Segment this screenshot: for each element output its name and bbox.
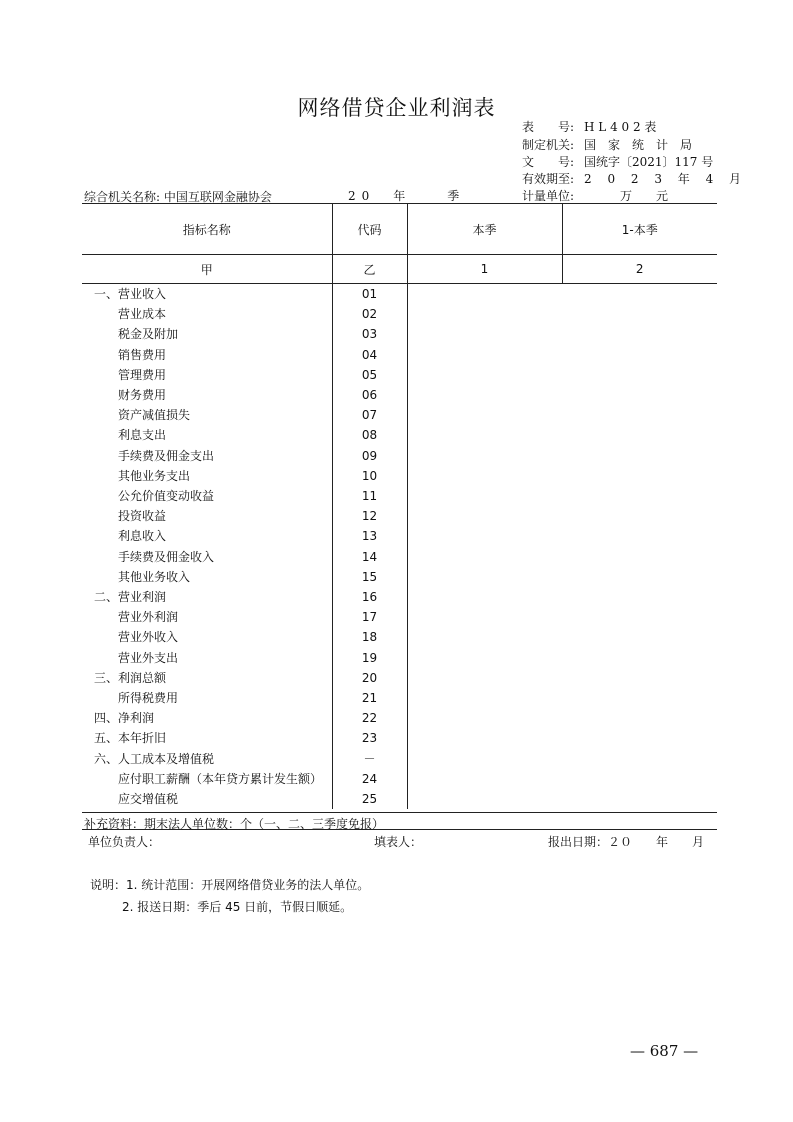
row-code: 04 [332, 345, 407, 365]
row-code: 18 [332, 627, 407, 647]
row-name: 利息支出 [82, 425, 332, 445]
row-code: 16 [332, 587, 407, 607]
table-row [82, 607, 717, 627]
meta-label: 表 号: [522, 120, 575, 134]
unit-head-label: 单位负责人： [88, 835, 161, 849]
meta-label: 计量单位: [522, 189, 575, 203]
row-name: 应付职工薪酬（本年贷方累计发生额） [82, 769, 332, 789]
note-deadline: 2. 报送日期：季后 45 日前，节假日顺延。 [122, 900, 353, 914]
note-scope: 说明：1. 统计范围：开展网络借贷业务的法人单位。 [90, 878, 370, 892]
row-name: 营业成本 [82, 304, 332, 324]
header-this-quarter: 本季 [407, 204, 562, 255]
header-code: 代码 [332, 204, 407, 255]
row-name: 营业外利润 [82, 607, 332, 627]
row-name: 销售费用 [82, 345, 332, 365]
row-code: 17 [332, 607, 407, 627]
meta-form-number [522, 118, 656, 135]
filler-label: 填表人： [374, 835, 423, 849]
table-row [82, 526, 717, 546]
row-code: 15 [332, 567, 407, 587]
meta-authority [522, 136, 692, 153]
subheader-2: 2 [562, 255, 717, 284]
supplement-note: 补充资料：期末法人单位数：个（一、二、三季度免报） [84, 817, 385, 831]
table-row [82, 728, 717, 748]
row-name: 其他业务收入 [82, 567, 332, 587]
row-name: 一、营业收入 [82, 284, 332, 305]
meta-label: 有效期至: [522, 172, 575, 186]
table-row [82, 365, 717, 385]
header-ytd: 1-本季 [562, 204, 717, 255]
row-name: 二、营业利润 [82, 587, 332, 607]
row-name: 手续费及佣金收入 [82, 547, 332, 567]
row-code: 24 [332, 769, 407, 789]
row-name: 四、净利润 [82, 708, 332, 728]
table-row [82, 587, 717, 607]
row-code: － [332, 749, 407, 769]
table-row [82, 688, 717, 708]
row-code: 14 [332, 547, 407, 567]
meta-label: 制定机关: [522, 138, 575, 152]
row-name: 财务费用 [82, 385, 332, 405]
table-row [82, 345, 717, 365]
row-code: 20 [332, 668, 407, 688]
meta-value: 国 家 统 计 局 [584, 138, 693, 152]
table-row [82, 749, 717, 769]
row-name: 应交增值税 [82, 789, 332, 809]
subheader-yi: 乙 [332, 255, 407, 284]
table-row [82, 789, 717, 809]
report-period: 20 年 季 [348, 189, 466, 203]
row-name: 税金及附加 [82, 324, 332, 344]
row-name: 其他业务支出 [82, 466, 332, 486]
row-code: 25 [332, 789, 407, 809]
row-code: 09 [332, 446, 407, 466]
row-code: 05 [332, 365, 407, 385]
row-code: 12 [332, 506, 407, 526]
subheader-1: 1 [407, 255, 562, 284]
row-name: 公允价值变动收益 [82, 486, 332, 506]
row-code: 03 [332, 324, 407, 344]
page-number: — 687 — [630, 1042, 699, 1060]
page-title: 网络借贷企业利润表 [297, 96, 496, 120]
row-code: 08 [332, 425, 407, 445]
meta-label: 文 号: [522, 155, 575, 169]
row-name: 六、人工成本及增值税 [82, 749, 332, 769]
table-bottom-rule [82, 812, 717, 813]
subheader-jia: 甲 [82, 255, 332, 284]
row-code: 10 [332, 466, 407, 486]
table-row [82, 385, 717, 405]
table-row [82, 769, 717, 789]
table-row [82, 627, 717, 647]
row-code: 19 [332, 648, 407, 668]
profit-table [82, 204, 717, 809]
row-code: 13 [332, 526, 407, 546]
table-row [82, 284, 717, 305]
table-row [82, 567, 717, 587]
table-row [82, 466, 717, 486]
row-name: 营业外收入 [82, 627, 332, 647]
table-row [82, 648, 717, 668]
supplement-bottom-rule [82, 829, 717, 830]
row-code: 06 [332, 385, 407, 405]
meta-unit [522, 187, 668, 204]
row-name: 投资收益 [82, 506, 332, 526]
table-row [82, 708, 717, 728]
report-date-label: 报出日期：２０ 年 月 [548, 835, 705, 849]
row-code: 07 [332, 405, 407, 425]
row-code: 11 [332, 486, 407, 506]
table-subheader-row [82, 255, 717, 284]
meta-value: 国统字〔2021〕117 号 [584, 155, 714, 169]
table-row [82, 405, 717, 425]
row-code: 23 [332, 728, 407, 748]
table-row [82, 668, 717, 688]
table-row [82, 446, 717, 466]
row-name: 管理费用 [82, 365, 332, 385]
row-code: 22 [332, 708, 407, 728]
row-code: 02 [332, 304, 407, 324]
table-row [82, 324, 717, 344]
row-name: 三、利润总额 [82, 668, 332, 688]
table-row [82, 304, 717, 324]
row-name: 所得税费用 [82, 688, 332, 708]
row-code: 01 [332, 284, 407, 305]
meta-value: 2 0 2 3 年 4 月 [584, 172, 748, 186]
row-code: 21 [332, 688, 407, 708]
meta-value: 万 元 [584, 189, 669, 203]
row-name: 五、本年折旧 [82, 728, 332, 748]
table-row [82, 547, 717, 567]
table-row [82, 425, 717, 445]
table-header-row [82, 204, 717, 255]
meta-document-number [522, 153, 713, 170]
row-name: 营业外支出 [82, 648, 332, 668]
table-row [82, 486, 717, 506]
meta-value: H L 4 0 2 表 [584, 120, 657, 134]
header-indicator: 指标名称 [82, 204, 332, 255]
row-name: 利息收入 [82, 526, 332, 546]
organization-name: 综合机关名称: 中国互联网金融协会 [84, 190, 272, 204]
meta-valid-until [522, 170, 747, 187]
row-name: 手续费及佣金支出 [82, 446, 332, 466]
row-name: 资产减值损失 [82, 405, 332, 425]
table-row [82, 506, 717, 526]
